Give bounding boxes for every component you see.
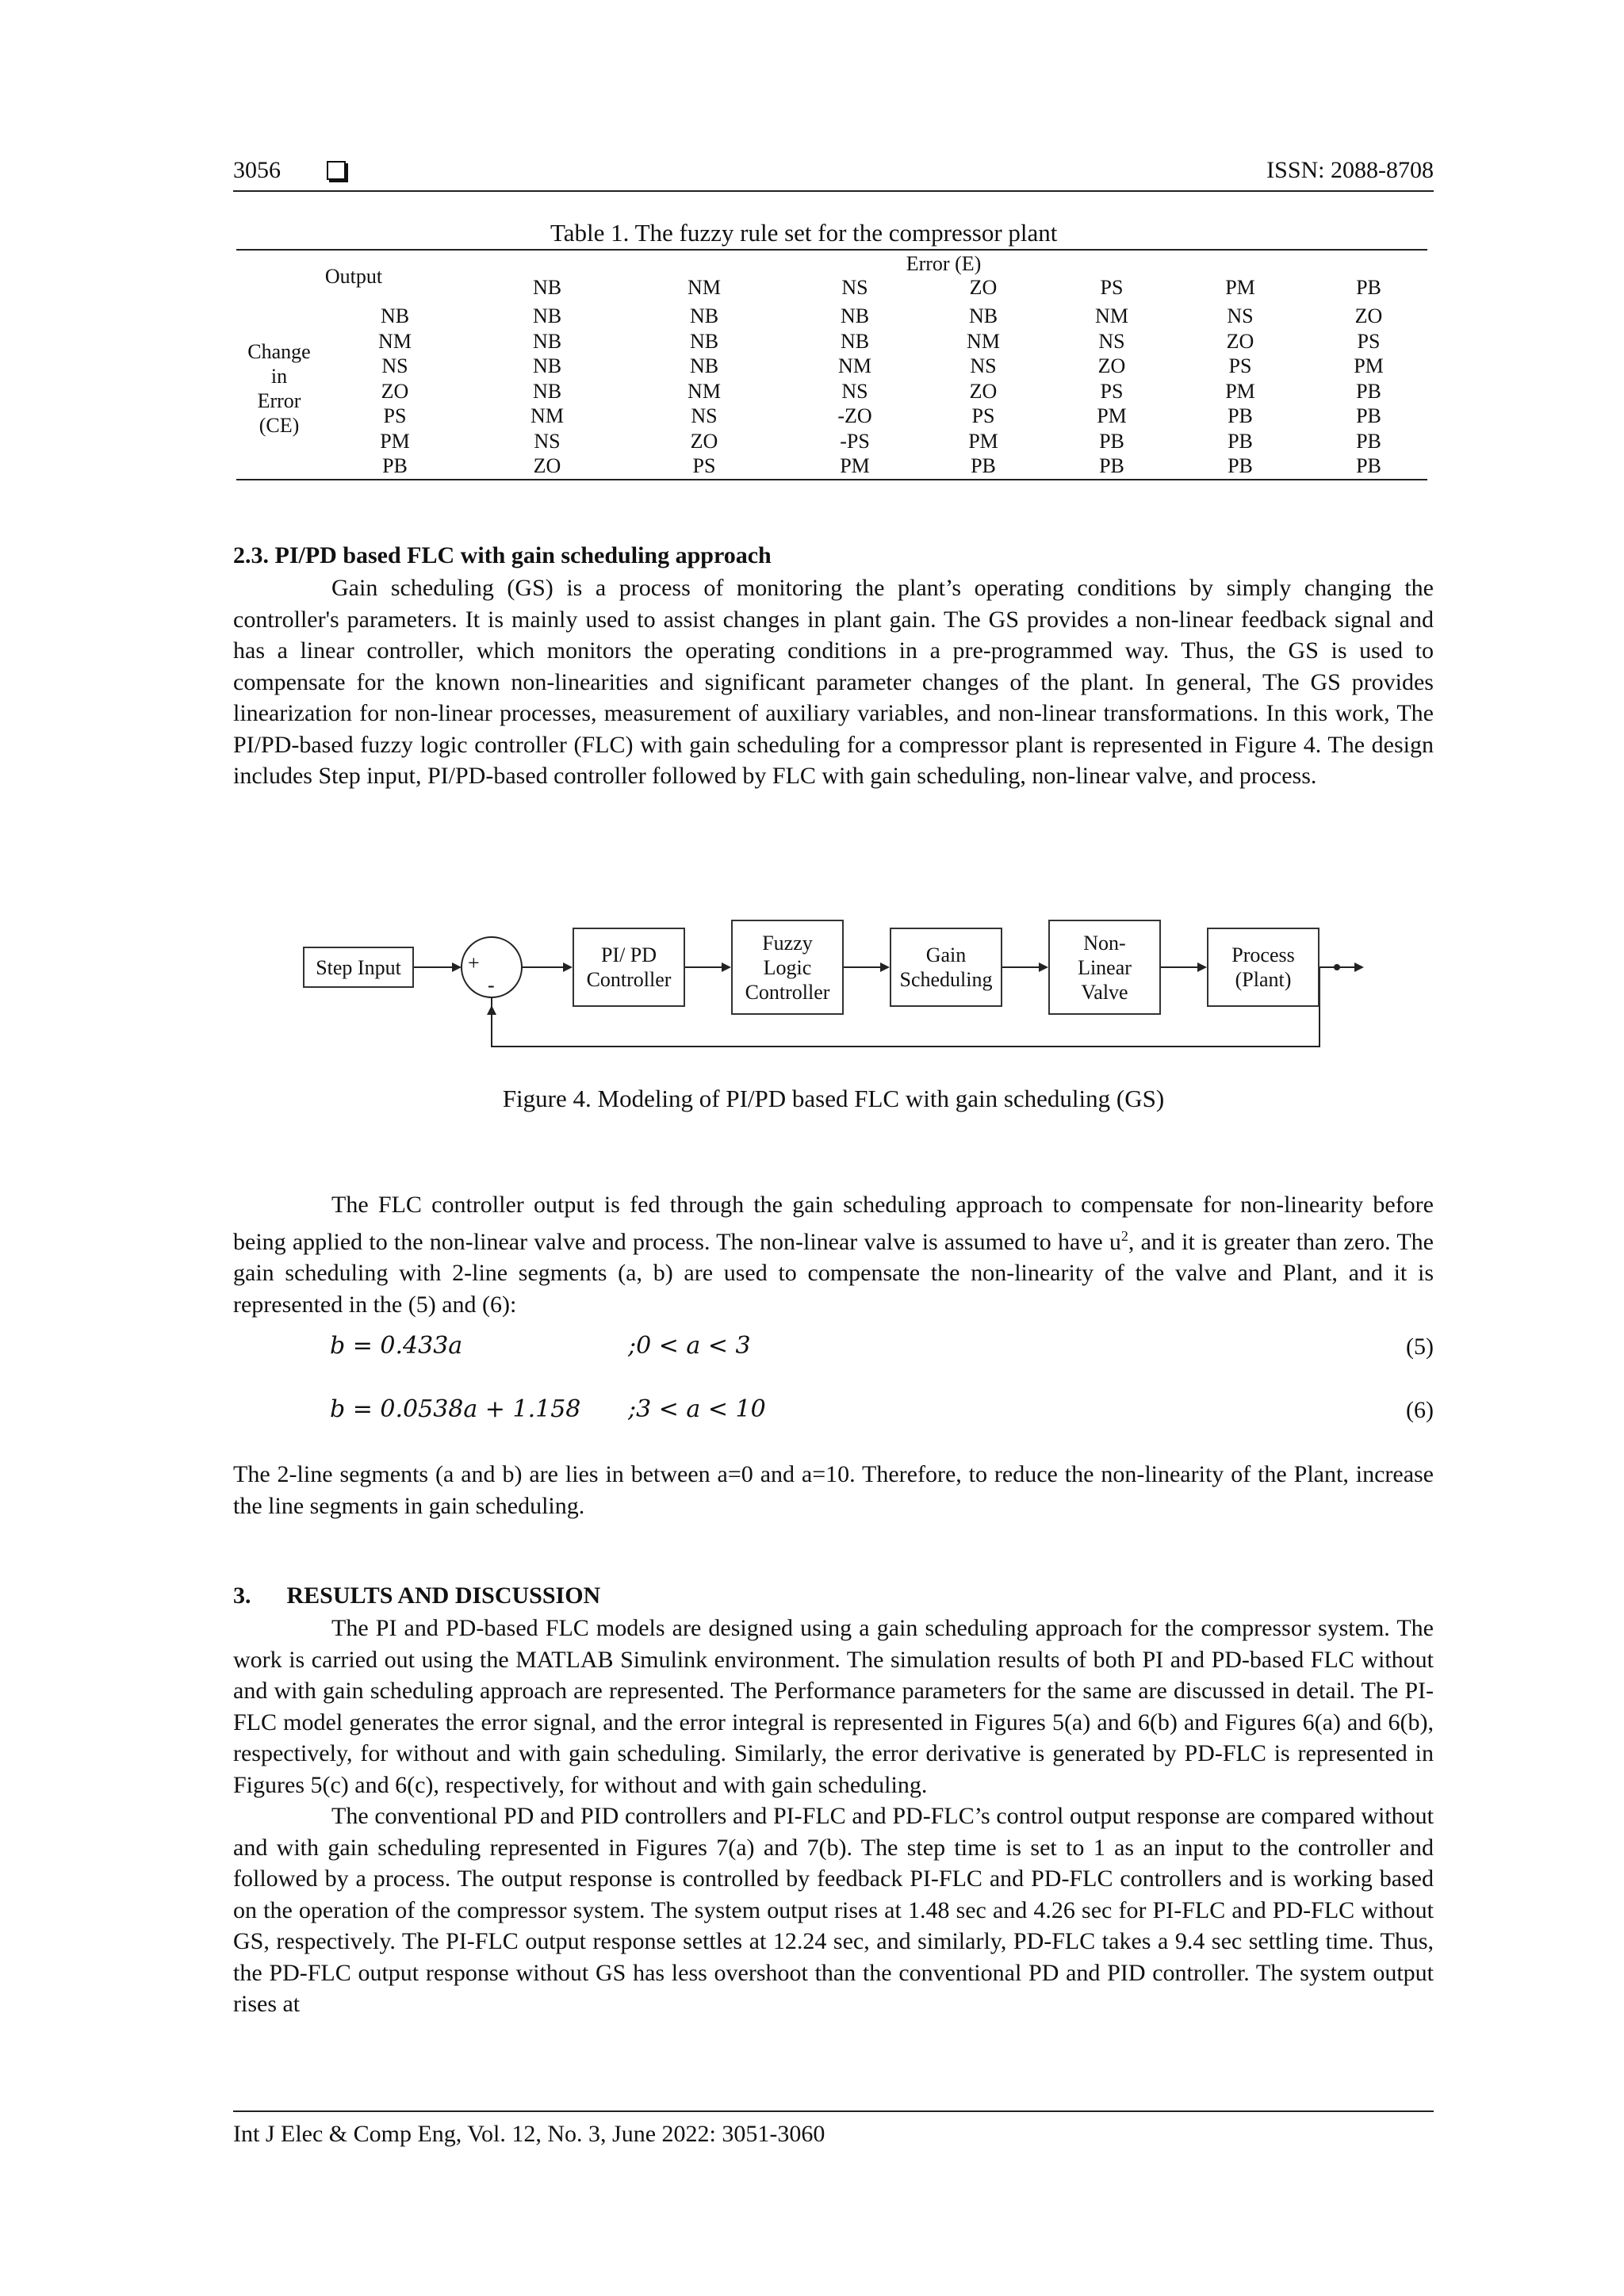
table-cell: PB xyxy=(1099,454,1124,477)
table-corner-label: Output xyxy=(324,265,383,288)
output-dot xyxy=(1334,964,1340,970)
table-row-header: NB xyxy=(380,304,410,327)
paragraph: The 2-line segments (a and b) are lies in between a=0 and a=10. Therefore, to reduce the non-linearity of the Plant, increase the line segments in gain scheduling. xyxy=(233,1461,1434,1519)
pi-pd-controller-block: PI/ PD Controller xyxy=(573,928,685,1007)
table-cell: ZO xyxy=(1097,354,1126,377)
paragraph-after-figure xyxy=(233,1189,1434,1320)
table-cell: NM xyxy=(1095,304,1128,327)
square-icon xyxy=(327,161,346,180)
table-cell: PB xyxy=(1228,429,1253,453)
paragraph xyxy=(233,1189,1434,1320)
table-top-rule xyxy=(236,249,1427,251)
row-group-line: Error xyxy=(257,389,301,412)
table-cell: PM xyxy=(1097,404,1127,427)
table-col-header: ZO xyxy=(969,276,998,299)
table-cell: PS xyxy=(1228,354,1252,377)
issn-label: ISSN: 2088-8708 xyxy=(1266,157,1434,183)
gain-scheduling-block: Gain Scheduling xyxy=(890,928,1002,1007)
table-cell: PS xyxy=(1100,379,1124,403)
text-run: The FLC controller output is fed through the gain scheduling approach to compensate for non-linearity before being applied to the non-linear valve and process. The non-linear valve is assumed to have u xyxy=(233,1192,1434,1255)
table-cell: PM xyxy=(968,429,998,453)
table-cell: ZO xyxy=(1354,304,1383,327)
table-cell: ZO xyxy=(1226,329,1254,353)
text-run: , and it is greater than zero. The gain scheduling with 2-line segments (a, b) are used to compensate the non-linearity of the valve and Plant, and it is represented in the (5) and (6): xyxy=(233,1228,1434,1318)
table-cell: PM xyxy=(1225,379,1255,403)
table-cell: -PS xyxy=(840,429,870,453)
table-cell: NS xyxy=(970,354,997,377)
table-row-header: PB xyxy=(382,454,408,477)
table-cell: PB xyxy=(1228,454,1253,477)
table-col-header: NM xyxy=(688,276,721,299)
table-cell: NS xyxy=(1227,304,1254,327)
paragraph: The conventional PD and PID controllers and PI-FLC and PD-FLC’s control output response are compared without and with gain scheduling represented in Figures 7(a) and 7(b). The step time is set to 1 as an input to the controller and followed by a process. The output response is controlled by feedback PI-FLC and PD-FLC controllers and is working based on the operation of the compressor system. The system output rises at 1.48 sec and 4.26 sec for PI-FLC and PD-FLC without GS, respectively. The PI-FLC output response settles at 12.24 sec, and similarly, PD-FLC takes a 9.4 sec settling time. Thus, the PD-FLC output response without GS has less overshoot than the conventional PD and PID controller. The system output rises at xyxy=(233,1803,1434,2017)
table-row-header: NM xyxy=(378,329,412,353)
table-cell: NB xyxy=(689,354,719,377)
table-cell: NB xyxy=(532,304,562,327)
table-cell: NB xyxy=(689,304,719,327)
table-cell: NB xyxy=(532,379,562,403)
table-cell: NM xyxy=(530,404,564,427)
footer-citation: Int J Elec & Comp Eng, Vol. 12, No. 3, June 2022: 3051-3060 xyxy=(233,2121,825,2147)
equation-5-number: (5) xyxy=(1406,1334,1434,1360)
equation-6-expr: b = 0.0538a + 1.158 xyxy=(330,1395,581,1423)
table-cell: ZO xyxy=(969,379,998,403)
table-cell: PB xyxy=(971,454,996,477)
table-cell: PS xyxy=(692,454,716,477)
table-row-group-label xyxy=(232,339,327,438)
table-cell: PB xyxy=(1099,429,1124,453)
row-group-line: in xyxy=(270,365,288,388)
table-bottom-rule xyxy=(236,479,1427,480)
section-heading-2-3: 2.3. PI/PD based FLC with gain scheduling approach xyxy=(233,542,772,568)
page-number: 3056 xyxy=(233,157,281,183)
row-group-line: Change xyxy=(247,340,311,363)
table-cell: PB xyxy=(1356,429,1381,453)
table-cell: NM xyxy=(688,379,721,403)
table-cell: NS xyxy=(1098,329,1125,353)
table-cell: PB xyxy=(1356,379,1381,403)
paragraph-after-equations xyxy=(233,1459,1434,1521)
table-cell: NS xyxy=(691,404,718,427)
table-cell: PS xyxy=(1357,329,1381,353)
equation-6-condition: ;3 < a < 10 xyxy=(628,1395,766,1423)
row-group-line: (CE) xyxy=(259,414,300,437)
fuzzy-logic-controller-block: Fuzzy Logic Controller xyxy=(731,920,844,1015)
table-col-header: NS xyxy=(841,276,868,299)
section-3-body xyxy=(233,1613,1434,2020)
table-cell: NB xyxy=(689,329,719,353)
table-row-header: PM xyxy=(380,429,410,453)
table-cell: PB xyxy=(1356,454,1381,477)
table-cell: PM xyxy=(840,454,870,477)
table-cell: NM xyxy=(967,329,1000,353)
table-cell: NB xyxy=(532,329,562,353)
table-col-header: PS xyxy=(1100,276,1124,299)
superscript: 2 xyxy=(1120,1227,1128,1244)
table-col-header: NB xyxy=(532,276,562,299)
table-cell: ZO xyxy=(533,454,561,477)
sum-minus-sign: - xyxy=(488,974,495,997)
table-cell: NM xyxy=(838,354,871,377)
equation-5-condition: ;0 < a < 3 xyxy=(628,1332,751,1360)
table-cell: PB xyxy=(1356,404,1381,427)
table-cell: NB xyxy=(532,354,562,377)
table-cell: NB xyxy=(968,304,998,327)
sum-plus-sign: + xyxy=(468,951,480,974)
equation-6-number: (6) xyxy=(1406,1397,1434,1423)
paragraph: Gain scheduling (GS) is a process of monitoring the plant’s operating conditions by simply changing the controller's parameters. It is mainly used to assist changes in plant gain. The GS provides a non-linear feedback signal and has a linear controller, which monitors the operating conditions in a pre-programmed way. Thus, the GS is used to compensate for the known non-linearities and significant parameter changes of the plant. In general, The GS provides linearization for non-linear processes, measurement of auxiliary variables, and non-linear transformations. In this work, The PI/PD-based fuzzy logic controller (FLC) with gain scheduling for a compressor plant is represented in Figure 4. The design includes Step input, PI/PD-based controller followed by FLC with gain scheduling, non-linear valve, and process. xyxy=(233,575,1434,789)
table-cell: PB xyxy=(1228,404,1253,427)
table-cell: PS xyxy=(971,404,995,427)
process-plant-block: Process (Plant) xyxy=(1207,928,1320,1007)
table-cell: NS xyxy=(534,429,561,453)
table-cell: NB xyxy=(840,329,870,353)
paragraph: The PI and PD-based FLC models are designed using a gain scheduling approach for the compressor system. The work is carried out using the MATLAB Simulink environment. The simulation results of both PI and PD-based FLC without and with gain scheduling approach are represented. The Performance parameters for the same are discussed in detail. The PI-FLC model generates the error signal, and the error integral is represented in Figures 5(a) and 6(b) and Figures 6(a) and 6(b), respectively, for without and with gain scheduling. Similarly, the error derivative is generated by PD-FLC is represented in Figures 5(c) and 6(c), respectively, for without and with gain scheduling. xyxy=(233,1615,1434,1798)
section-heading-3: 3. RESULTS AND DISCUSSION xyxy=(233,1582,601,1609)
header-rule xyxy=(233,190,1434,192)
table-col-group-label: Error (E) xyxy=(906,252,982,275)
table-row-header: ZO xyxy=(381,379,409,403)
non-linear-valve-block: Non- Linear Valve xyxy=(1048,920,1161,1015)
table-cell: NB xyxy=(840,304,870,327)
figure-4-block-diagram xyxy=(293,912,1388,1070)
table-cell: NS xyxy=(841,379,868,403)
table-col-header: PM xyxy=(1225,276,1255,299)
table-col-header: PB xyxy=(1356,276,1381,299)
table-caption: Table 1. The fuzzy rule set for the compressor plant xyxy=(550,219,1058,247)
table-row-header: PS xyxy=(383,404,407,427)
step-input-block: Step Input xyxy=(303,947,414,988)
equation-5-expr: b = 0.433a xyxy=(330,1332,463,1360)
figure-4-caption: Figure 4. Modeling of PI/PD based FLC with gain scheduling (GS) xyxy=(502,1085,1165,1112)
footer-rule xyxy=(233,2110,1434,2112)
table-cell: ZO xyxy=(690,429,718,453)
table-cell: PM xyxy=(1354,354,1384,377)
table-row-header: NS xyxy=(381,354,408,377)
section-2-3-body xyxy=(233,572,1434,792)
table-cell: -ZO xyxy=(837,404,872,427)
